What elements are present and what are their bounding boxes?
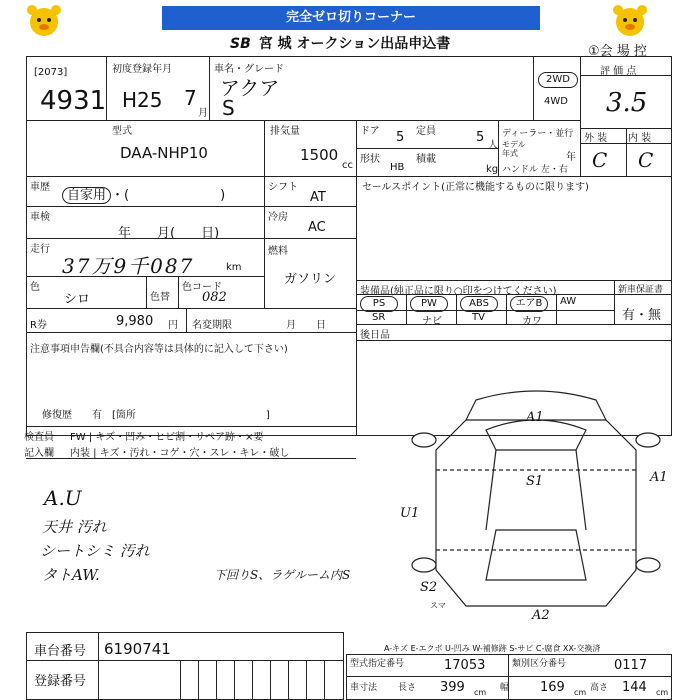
score-ext-value: C (592, 148, 608, 172)
model-year-label: モデル年式 (502, 140, 526, 158)
color-value: シロ (64, 292, 91, 307)
width-label: 幅 (500, 683, 510, 693)
equipment-item-top: AW (560, 296, 577, 307)
inspector-label: 検査員 (24, 432, 54, 443)
sales-point-title: セールスポイント (362, 182, 442, 193)
width-unit: cm (574, 688, 587, 697)
drive-4wd: 4WD (544, 96, 568, 107)
color-label: 色 (30, 282, 40, 293)
type-num-value: 17053 (444, 658, 486, 673)
equipment-item-top: ABS (460, 296, 498, 312)
form-frame (26, 56, 672, 436)
mileage-unit: km (226, 262, 242, 273)
shape-value: HB (390, 162, 405, 173)
score-label: 評 価 点 (600, 66, 637, 77)
mascot-left-icon (24, 4, 64, 40)
registration-month: 7 (184, 86, 197, 110)
shaken-label: 車検 (30, 212, 50, 223)
handwritten-line-3: シートシミ 汚れ (40, 542, 150, 560)
mascot-right-icon (610, 4, 650, 40)
displacement-unit: cc (342, 160, 353, 171)
diagram-u1: U1 (400, 506, 420, 521)
shift-label: シフト (268, 182, 298, 193)
width-value: 169 (540, 680, 565, 695)
equipment-item-bottom: TV (472, 312, 485, 323)
color-code-label: 色コード (182, 282, 222, 293)
class-num-label: 類別区分番号 (512, 659, 567, 669)
handwritten-line-4: タトAW. (42, 566, 100, 584)
length-label: 長さ (398, 683, 417, 693)
score-int-value: C (638, 148, 654, 172)
score-ext-label: 外 装 (584, 133, 608, 144)
equipment-note: (純正品に限り○印をつけてください) (390, 286, 557, 297)
equipment-title: 装備品 (360, 286, 390, 297)
handwritten-line-2: 天井 汚れ (42, 518, 107, 536)
load-unit: kg (486, 164, 499, 175)
damage-legend: A-キズ E-エクボ U-凹み W-補修跡 S-サビ C-腐食 XX-交換済 (384, 644, 601, 653)
equipment-item-bottom: ナビ (422, 316, 442, 327)
drive-2wd: 2WD (538, 72, 578, 88)
dealer-label: ディーラー・並行 (502, 129, 574, 139)
notes-title: 注意事項申告欄 (30, 344, 100, 355)
length-unit: cm (474, 688, 487, 697)
diagram-s2: S2 (420, 580, 438, 595)
sales-point-label (362, 178, 589, 193)
length-value: 399 (440, 680, 465, 695)
displacement-label: 排気量 (270, 126, 300, 137)
subtitle-text: 宮 城 オークション出品申込書 (258, 36, 451, 52)
height-unit: cm (656, 688, 669, 697)
car-name-label: 車名・グレード (214, 64, 284, 75)
recycle-value: 9,980 (116, 314, 154, 329)
doors-value: 5 (396, 130, 405, 145)
score-value: 3.5 (606, 88, 648, 118)
fuel-label: 燃料 (268, 246, 288, 257)
color-code-value: 082 (202, 290, 227, 305)
notes-label (30, 340, 288, 355)
diagram-a1-right: A1 (650, 470, 668, 485)
car-class-value: 自家用 (62, 187, 111, 204)
chassis-value: 6190741 (104, 640, 171, 658)
cooling-value: AC (308, 220, 326, 235)
equipment-item-top: PW (410, 296, 448, 312)
class-num-value: 0117 (614, 658, 648, 673)
warranty-value: 有・無 (622, 308, 662, 323)
height-label: 高さ (590, 683, 609, 693)
lot-code: [2073] (34, 67, 68, 78)
mileage-label: 走行 (30, 244, 50, 255)
model-label: 型式 (112, 126, 132, 137)
shift-value: AT (310, 190, 326, 205)
equipment-item-bottom: カワ (522, 316, 542, 327)
car-name: アクア (220, 76, 280, 100)
chassis-label: 車台番号 (34, 644, 87, 659)
reg-label: 登録番号 (34, 674, 87, 689)
repair-history: 修復歴 有 [箇所 ] (42, 410, 270, 421)
interior-fields: 内装 | キズ・汚れ・コゲ・穴・スレ・キレ・破し (70, 448, 290, 459)
diagram-s1: S1 (526, 474, 544, 489)
diagram-small-label: スマ (430, 601, 446, 610)
fuel-value: ガソリン (284, 272, 337, 287)
mileage-value: 37万9千087 (62, 254, 195, 278)
car-class-label: 車歴 (30, 182, 50, 193)
notes-note: (不具合内容等は具体的に記入して下さい) (100, 344, 288, 355)
model-value: DAA-NHP10 (120, 144, 208, 162)
load-label: 積載 (416, 154, 436, 165)
banner-title: 完全ゼロ切りコーナー (162, 6, 540, 30)
cooling-label: 冷房 (268, 212, 288, 223)
shaken-text: 年 月( 日) (118, 226, 220, 241)
shape-label: 形状 (360, 154, 380, 165)
handle-label: ハンドル 左・右 (502, 165, 568, 175)
lot-number: 4931 (40, 86, 107, 116)
registration-year: H25 (122, 88, 163, 112)
form-subtitle: SB 宮 城 オークション出品申込書 (230, 36, 451, 52)
capacity-unit: 人 (488, 140, 498, 151)
equipment-item-top: エアB (510, 296, 548, 312)
sales-point-note: (正常に機能するものに限ります) (441, 182, 589, 193)
year-unit: 年 (566, 152, 576, 163)
score-int-label: 内 装 (628, 133, 652, 144)
car-class-rest: ・( ) (111, 188, 226, 203)
capacity-label: 定員 (416, 126, 436, 137)
equipment-item-bottom: SR (372, 312, 386, 323)
type-num-label: 型式指定番号 (350, 659, 405, 669)
registration-month-unit: 月 (198, 108, 208, 119)
equipment-item-top: PS (360, 296, 398, 312)
recycle-label: R券 (30, 320, 47, 331)
warranty-label: 新車保証書 (618, 285, 664, 295)
diagram-a1-top: A1 (526, 410, 544, 425)
later-items-label: 後日品 (360, 330, 390, 341)
dims-label: 車寸法 (350, 683, 378, 693)
expiry-text: 月 日 (286, 320, 326, 331)
color-change-label: 色替 (150, 292, 170, 303)
inspector-fields: FW | キズ・凹み・ヒビ割・リペア跡・×要 (70, 432, 264, 443)
displacement-value: 1500 (300, 146, 339, 164)
venue-copy: ①会 場 控 (588, 44, 647, 59)
expiry-label: 名変期限 (192, 320, 232, 331)
car-class (62, 184, 225, 203)
diagram-a2: A2 (532, 608, 550, 623)
car-grade: S (222, 96, 235, 120)
doors-label: ドア (360, 126, 380, 137)
handwritten-line-1: A.U (44, 486, 82, 510)
capacity-value: 5 (476, 130, 485, 145)
handwritten-line-5: 下回りS、ラゲルーム内S (214, 568, 351, 582)
recycle-unit: 円 (168, 320, 178, 331)
height-value: 144 (622, 680, 647, 695)
entry-label: 記入欄 (24, 448, 54, 459)
registration-label: 初度登録年月 (112, 64, 172, 75)
